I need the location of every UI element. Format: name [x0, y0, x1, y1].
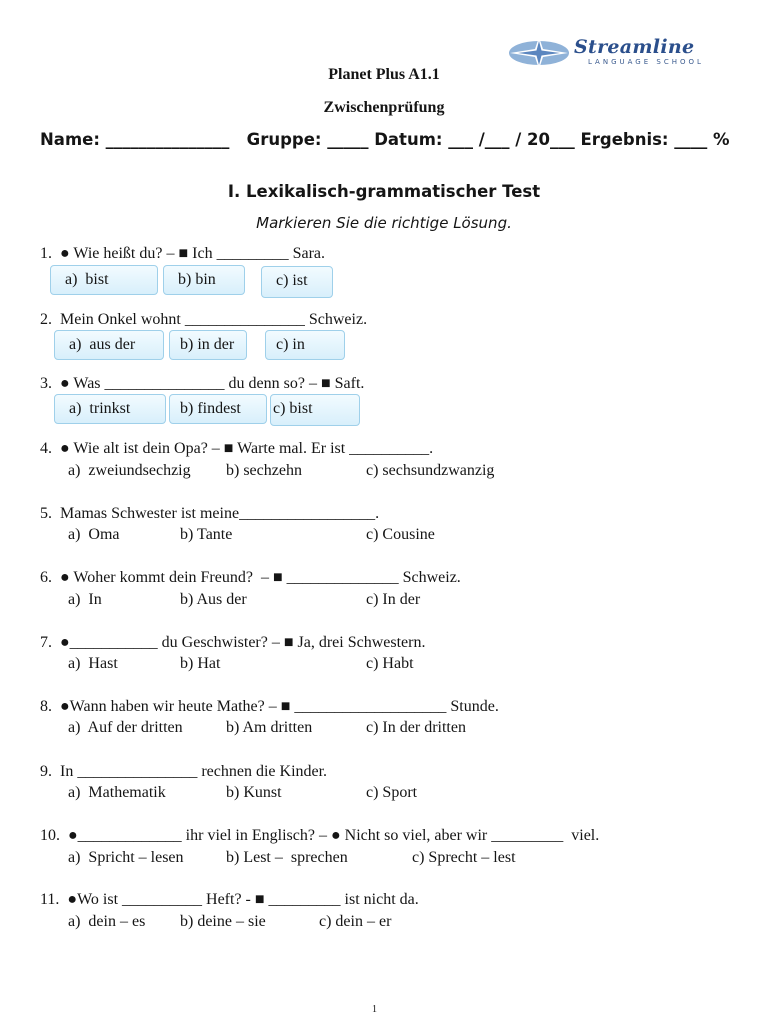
q5-option-b: b) Tante [180, 526, 233, 543]
q5-option-c: c) Cousine [366, 526, 435, 543]
question-5: 5. Mamas Schwester ist meine_________________. [40, 505, 380, 522]
q11-option-c: c) dein – er [319, 913, 392, 930]
q8-option-c: c) In der dritten [366, 719, 466, 736]
q7-option-c: c) Habt [366, 655, 414, 672]
question-7: 7. ●___________ du Geschwister? – ■ Ja, drei Schwestern. [40, 634, 426, 651]
student-info-line: Name: _______________ Gruppe: _____ Datum: ___ /___ / 20___ Ergebnis: ____ % [40, 130, 730, 149]
q8-option-a: a) Auf der dritten [68, 719, 183, 736]
page-number: 1 [372, 1004, 377, 1015]
q2-option-c-button[interactable]: c) in [265, 330, 345, 360]
compass-star-icon [508, 36, 570, 70]
q7-option-b: b) Hat [180, 655, 221, 672]
q11-option-b: b) deine – sie [180, 913, 266, 930]
q5-option-a: a) Oma [68, 526, 120, 543]
q7-option-a: a) Hast [68, 655, 118, 672]
q1-option-c-button[interactable]: c) ist [261, 266, 333, 298]
q6-option-b: b) Aus der [180, 591, 247, 608]
q3-option-b-button[interactable]: b) findest [169, 394, 267, 424]
q6-option-a: a) In [68, 591, 102, 608]
q11-option-a: a) dein – es [68, 913, 146, 930]
question-8: 8. ●Wann haben wir heute Mathe? – ■ ___________________ Stunde. [40, 698, 499, 715]
logo-name: Streamline [574, 36, 695, 58]
q3-option-c-button[interactable]: c) bist [270, 394, 360, 426]
q2-option-b-button[interactable]: b) in der [169, 330, 247, 360]
section-title: I. Lexikalisch-grammatischer Test [227, 182, 541, 201]
document-title: Planet Plus A1.1 [328, 66, 440, 83]
q1-option-b-button[interactable]: b) bin [163, 265, 245, 295]
section-instruction: Markieren Sie die richtige Lösung. [256, 214, 512, 232]
question-6: 6. ● Woher kommt dein Freund? – ■ ______________ Schweiz. [40, 569, 461, 586]
logo-subtitle: LANGUAGE SCHOOL [588, 58, 704, 66]
q2-option-a-button[interactable]: a) aus der [54, 330, 164, 360]
question-11: 11. ●Wo ist __________ Heft? - ■ _________ ist nicht da. [40, 891, 419, 908]
q9-option-c: c) Sport [366, 784, 418, 801]
q4-option-a: a) zweiundsechzig [68, 462, 191, 479]
q9-option-b: b) Kunst [226, 784, 282, 801]
document-subtitle: Zwischenprüfung [323, 99, 445, 116]
question-9: 9. In _______________ rechnen die Kinder. [40, 763, 328, 780]
question-2: 2. Mein Onkel wohnt _______________ Schweiz. [40, 311, 368, 328]
q10-option-c: c) Sprecht – lest [412, 849, 516, 866]
question-3: 3. ● Was _______________ du denn so? – ■ Saft. [40, 375, 365, 392]
q10-option-b: b) Lest – sprechen [226, 849, 348, 866]
q9-option-a: a) Mathematik [68, 784, 166, 801]
question-4: 4. ● Wie alt ist dein Opa? – ■ Warte mal. Er ist __________. [40, 440, 434, 457]
q4-option-c: c) sechsundzwanzig [366, 462, 495, 479]
q1-option-a-button[interactable]: a) bist [50, 265, 158, 295]
q8-option-b: b) Am dritten [226, 719, 313, 736]
q6-option-c: c) In der [366, 591, 421, 608]
q3-option-a-button[interactable]: a) trinkst [54, 394, 166, 424]
q4-option-b: b) sechzehn [226, 462, 302, 479]
question-1: 1. ● Wie heißt du? – ■ Ich _________ Sara. [40, 245, 325, 262]
question-10: 10. ●_____________ ihr viel in Englisch? – ● Nicht so viel, aber wir _________ viel. [40, 827, 600, 844]
q10-option-a: a) Spricht – lesen [68, 849, 184, 866]
